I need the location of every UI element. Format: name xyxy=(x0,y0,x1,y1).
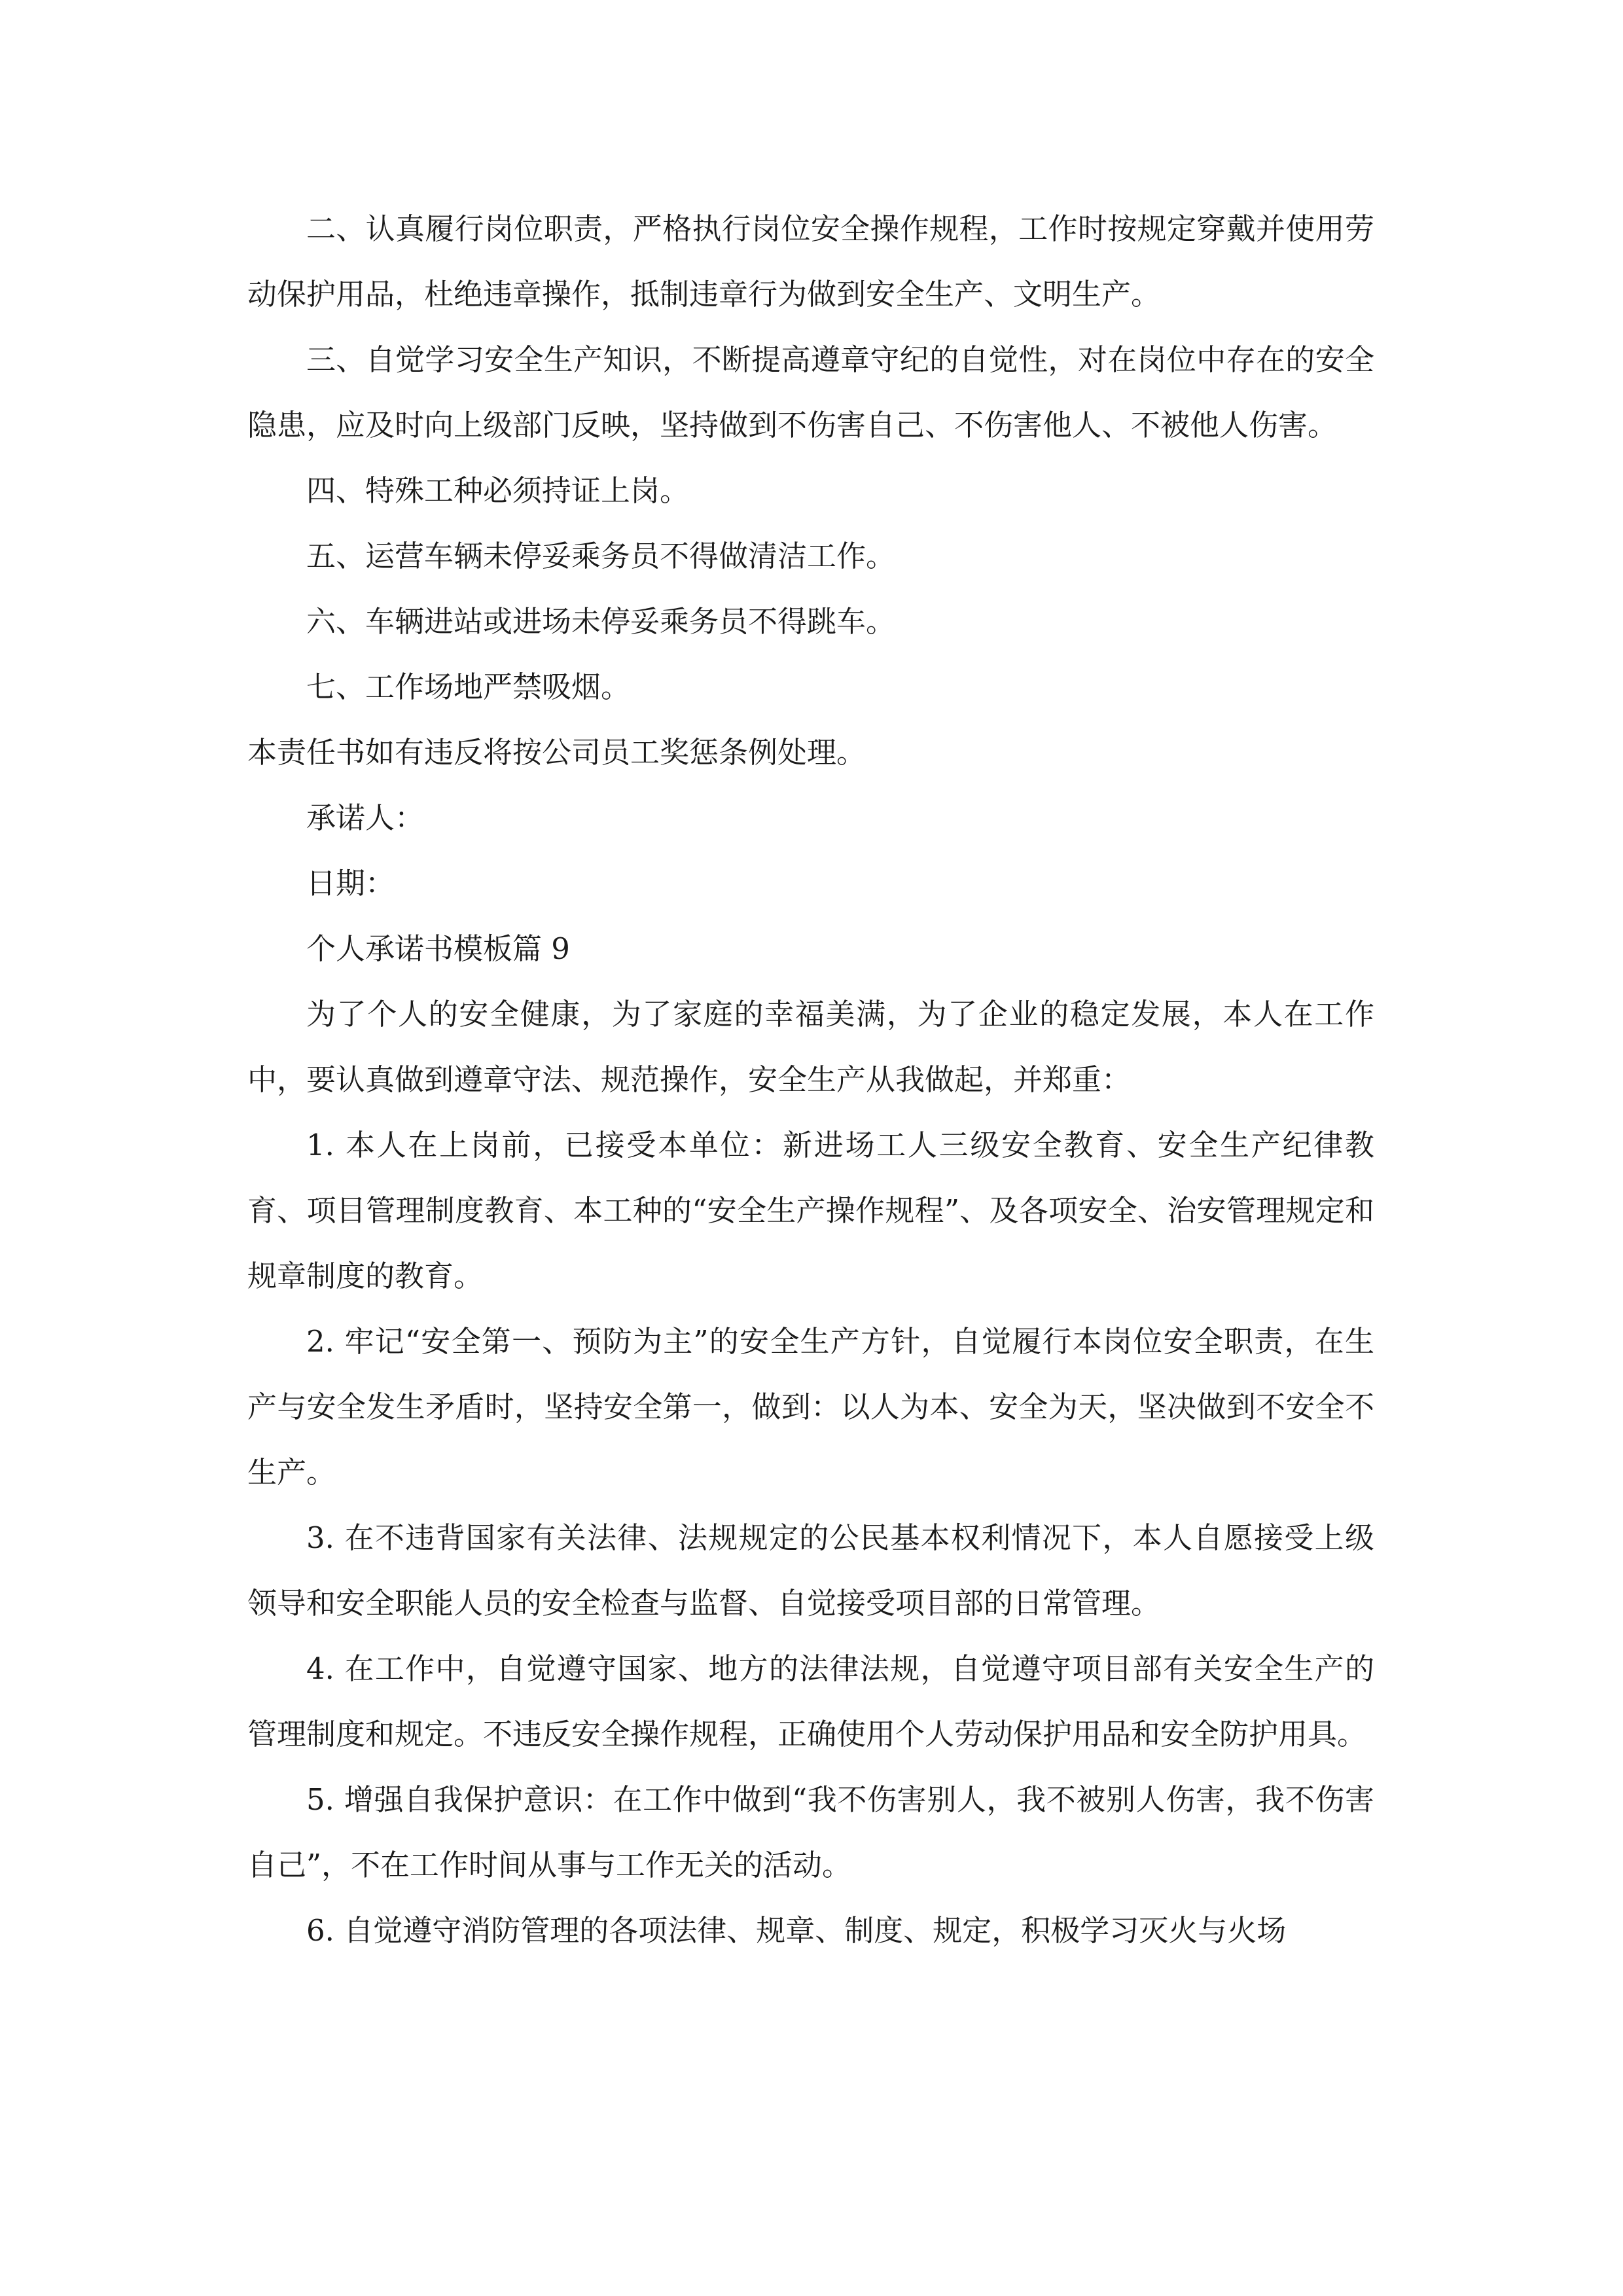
paragraph-item-6: 6. 自觉遵守消防管理的各项法律、规章、制度、规定，积极学习灭火与火场 xyxy=(306,1913,1287,1948)
paragraph-duty-7: 七、工作场地严禁吸烟。 xyxy=(306,670,631,704)
paragraph-item-3: 3. 在不违背国家有关法律、法规规定的公民基本权利情况下，本人自愿接受上级领导和安全职能人员的安全检查与监督、自觉接受项目部的日常管理。 xyxy=(247,1520,1374,1621)
paragraph-violation-note: 本责任书如有违反将按公司员工奖惩条例处理。 xyxy=(247,735,866,770)
paragraph-intro: 为了个人的安全健康，为了家庭的幸福美满，为了企业的稳定发展，本人在工作中，要认真做到遵章守法、规范操作，安全生产从我做起，并郑重： xyxy=(247,997,1374,1097)
signature-label: 承诺人： xyxy=(306,800,425,835)
paragraph-duty-3: 三、自觉学习安全生产知识，不断提高遵章守纪的自觉性，对在岗位中存在的安全隐患，应及时向上级部门反映，坚持做到不伤害自己、不伤害他人、不被他人伤害。 xyxy=(247,342,1374,442)
paragraph-duty-6: 六、车辆进站或进场未停妥乘务员不得跳车。 xyxy=(306,604,896,639)
paragraph-duty-4: 四、特殊工种必须持证上岗。 xyxy=(306,473,690,508)
paragraph-item-4: 4. 在工作中，自觉遵守国家、地方的法律法规，自觉遵守项目部有关安全生产的管理制度和规定。不违反安全操作规程，正确使用个人劳动保护用品和安全防护用具。 xyxy=(247,1651,1374,1751)
date-label: 日期： xyxy=(306,866,395,901)
section-heading: 个人承诺书模板篇 9 xyxy=(306,931,570,966)
paragraph-duty-5: 五、运营车辆未停妥乘务员不得做清洁工作。 xyxy=(306,539,896,573)
paragraph-item-1: 1. 本人在上岗前，已接受本单位：新进场工人三级安全教育、安全生产纪律教育、项目管理制度教育、本工种的“安全生产操作规程”、及各项安全、治安管理规定和规章制度的教育。 xyxy=(247,1128,1374,1293)
paragraph-item-5: 5. 增强自我保护意识：在工作中做到“我不伤害别人，我不被别人伤害，我不伤害自己”，不在工作时间从事与工作无关的活动。 xyxy=(247,1782,1374,1882)
paragraph-item-2: 2. 牢记“安全第一、预防为主”的安全生产方针，自觉履行本岗位安全职责，在生产与安全发生矛盾时，坚持安全第一，做到：以人为本、安全为天，坚决做到不安全不生产。 xyxy=(247,1324,1374,1490)
document-body xyxy=(247,196,1374,1964)
paragraph-duty-2: 二、认真履行岗位职责，严格执行岗位安全操作规程，工作时按规定穿戴并使用劳动保护用品，杜绝违章操作，抵制违章行为做到安全生产、文明生产。 xyxy=(247,211,1374,312)
